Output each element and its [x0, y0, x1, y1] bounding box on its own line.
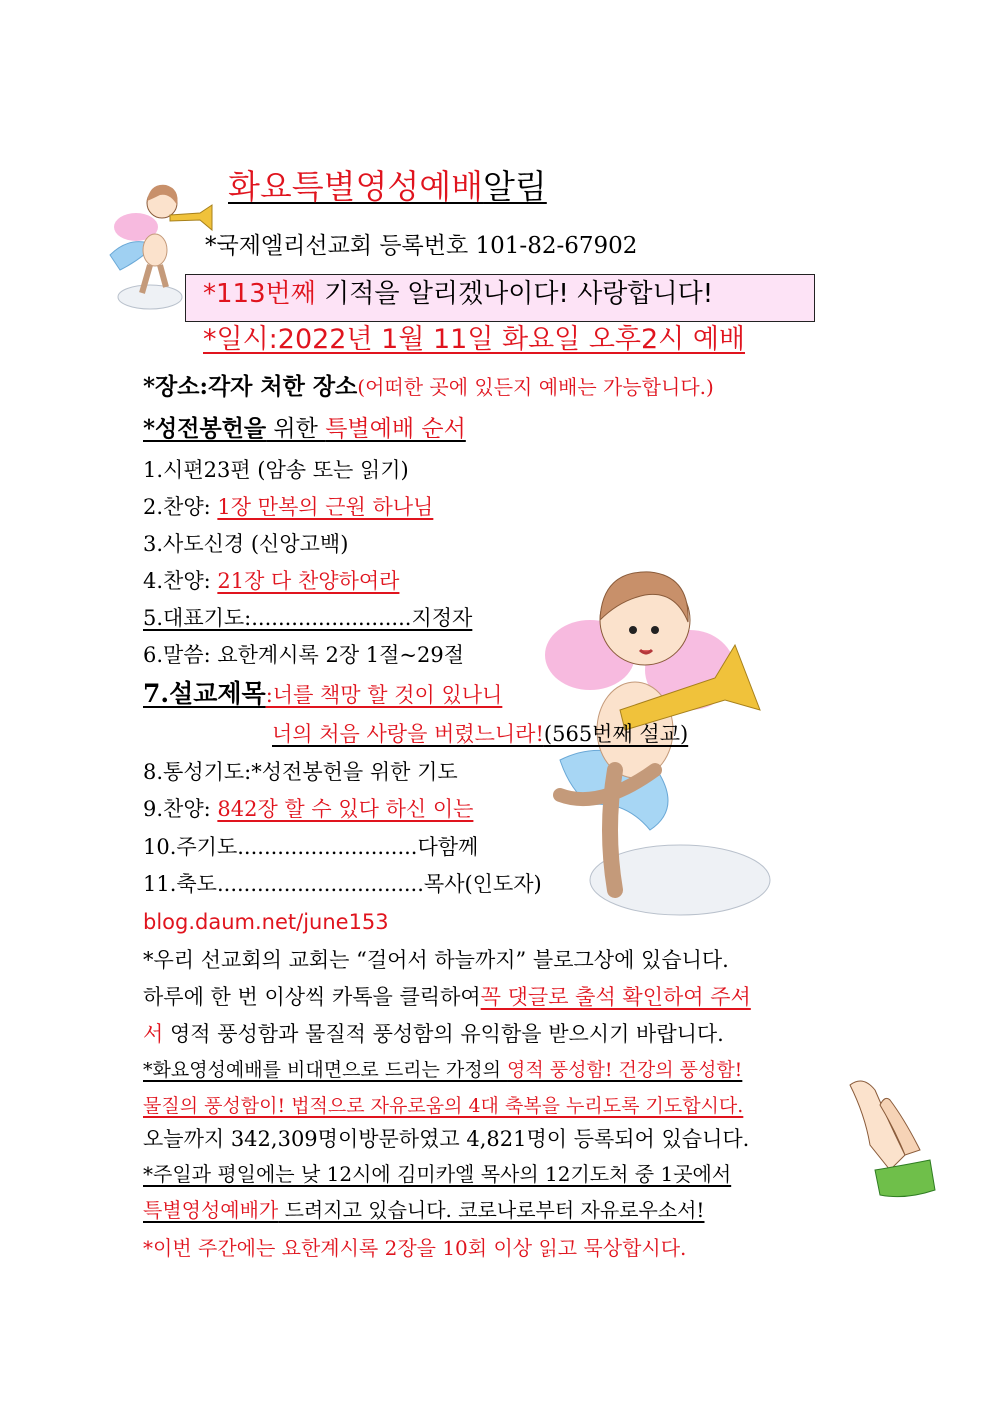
item-4-label: 4.찬양:	[143, 569, 218, 593]
item-2-label: 2.찬양:	[143, 495, 218, 519]
miracle-banner	[203, 280, 713, 310]
item-9	[143, 797, 473, 821]
item-10: 10.주기도...........................다함께	[143, 835, 479, 859]
service-date: *일시:2022년 1월 11일 화요일 오후2시 예배	[203, 324, 746, 355]
paragraph-4-red: 영적 풍성함! 건강의 풍성함!	[507, 1059, 743, 1081]
paragraph-8-black: 드려지고 있습니다. 코로나로부터 자유로우소서!	[278, 1198, 705, 1222]
praying-hands-icon	[835, 1075, 940, 1205]
paragraph-4-black: *화요영성예배를 비대면으로 드리는 가정의	[143, 1059, 508, 1081]
item-4	[143, 569, 399, 593]
paragraph-2-red: 꼭 댓글로 출석 확인하여 주셔	[480, 985, 751, 1009]
blog-link[interactable]: blog.daum.net/june153	[143, 910, 389, 934]
paragraph-8	[143, 1199, 704, 1222]
miracle-text: 기적을 알리겠나이다! 사랑합니다!	[315, 279, 714, 309]
item-7-line2	[272, 722, 688, 746]
title-red: 화요특별영성예배	[228, 167, 484, 206]
item-11: 11.축도...............................목사(인도자)	[143, 872, 542, 896]
item-7-line2-black: (565번째 설교)	[543, 722, 689, 746]
item-8: 8.통성기도:*성전봉헌을 위한 기도	[143, 760, 458, 784]
item-6: 6.말씀: 요한계시록 2장 1절~29절	[143, 643, 465, 667]
item-7	[143, 680, 502, 709]
paragraph-3-black: 영적 풍성함과 물질적 풍성함의 유익함을 받으시기 바랍니다.	[163, 1022, 724, 1046]
item-2	[143, 495, 433, 519]
paragraph-5: 물질의 풍성함이! 법적으로 자유로움의 4대 축복을 누리도록 기도합시다.	[143, 1095, 744, 1117]
item-1: 1.시편23편 (암송 또는 읽기)	[143, 458, 409, 482]
order-heading	[143, 416, 466, 442]
item-3: 3.사도신경 (신앙고백)	[143, 532, 349, 556]
item-7-value: :너를 책망 할 것이 있나니	[265, 683, 503, 707]
paragraph-6: 오늘까지 342,309명이방문하였고 4,821명이 등록되어 있습니다.	[143, 1127, 750, 1151]
paragraph-3	[143, 1022, 724, 1046]
paragraph-7: *주일과 평일에는 낮 12시에 김미카엘 목사의 12기도처 중 1곳에서	[143, 1162, 732, 1186]
paragraph-2	[143, 985, 751, 1009]
order-heading-c: 특별예배 순서	[325, 416, 466, 442]
paragraph-8-red: 특별영성예배가	[143, 1198, 279, 1222]
paragraph-2-black: 하루에 한 번 이상씩 카톡을 클릭하여	[143, 985, 481, 1009]
order-heading-b: 위한	[266, 416, 326, 442]
item-4-value: 21장 다 찬양하여라	[217, 569, 400, 593]
item-5: 5.대표기도:........................지정자	[143, 606, 473, 630]
paragraph-3-red: 서	[143, 1022, 164, 1046]
paragraph-1: *우리 선교회의 교회는 “걸어서 하늘까지” 블로그상에 있습니다.	[143, 948, 729, 972]
item-2-value: 1장 만복의 근원 하나님	[217, 495, 434, 519]
page-title	[228, 168, 547, 206]
order-heading-a: *성전봉헌을	[143, 415, 267, 442]
place-label: *장소:각자 처한 장소	[143, 373, 358, 400]
miracle-number: *113번째	[203, 279, 316, 309]
title-black: 알림	[483, 167, 547, 206]
item-9-value: 842장 할 수 있다 하신 이는	[217, 797, 474, 821]
item-7-line2-red: 너의 처음 사랑을 버렸느니라!	[272, 722, 544, 746]
paragraph-9: *이번 주간에는 요한계시록 2장을 10회 이상 읽고 묵상합시다.	[143, 1236, 687, 1260]
registration-number: *국제엘리선교회 등록번호 101-82-67902	[205, 233, 638, 259]
service-place	[143, 374, 714, 400]
item-9-label: 9.찬양:	[143, 797, 218, 821]
place-note: (어떠한 곳에 있든지 예배는 가능합니다.)	[357, 375, 714, 399]
paragraph-4	[143, 1060, 742, 1082]
item-7-label: 7.설교제목	[143, 679, 266, 708]
